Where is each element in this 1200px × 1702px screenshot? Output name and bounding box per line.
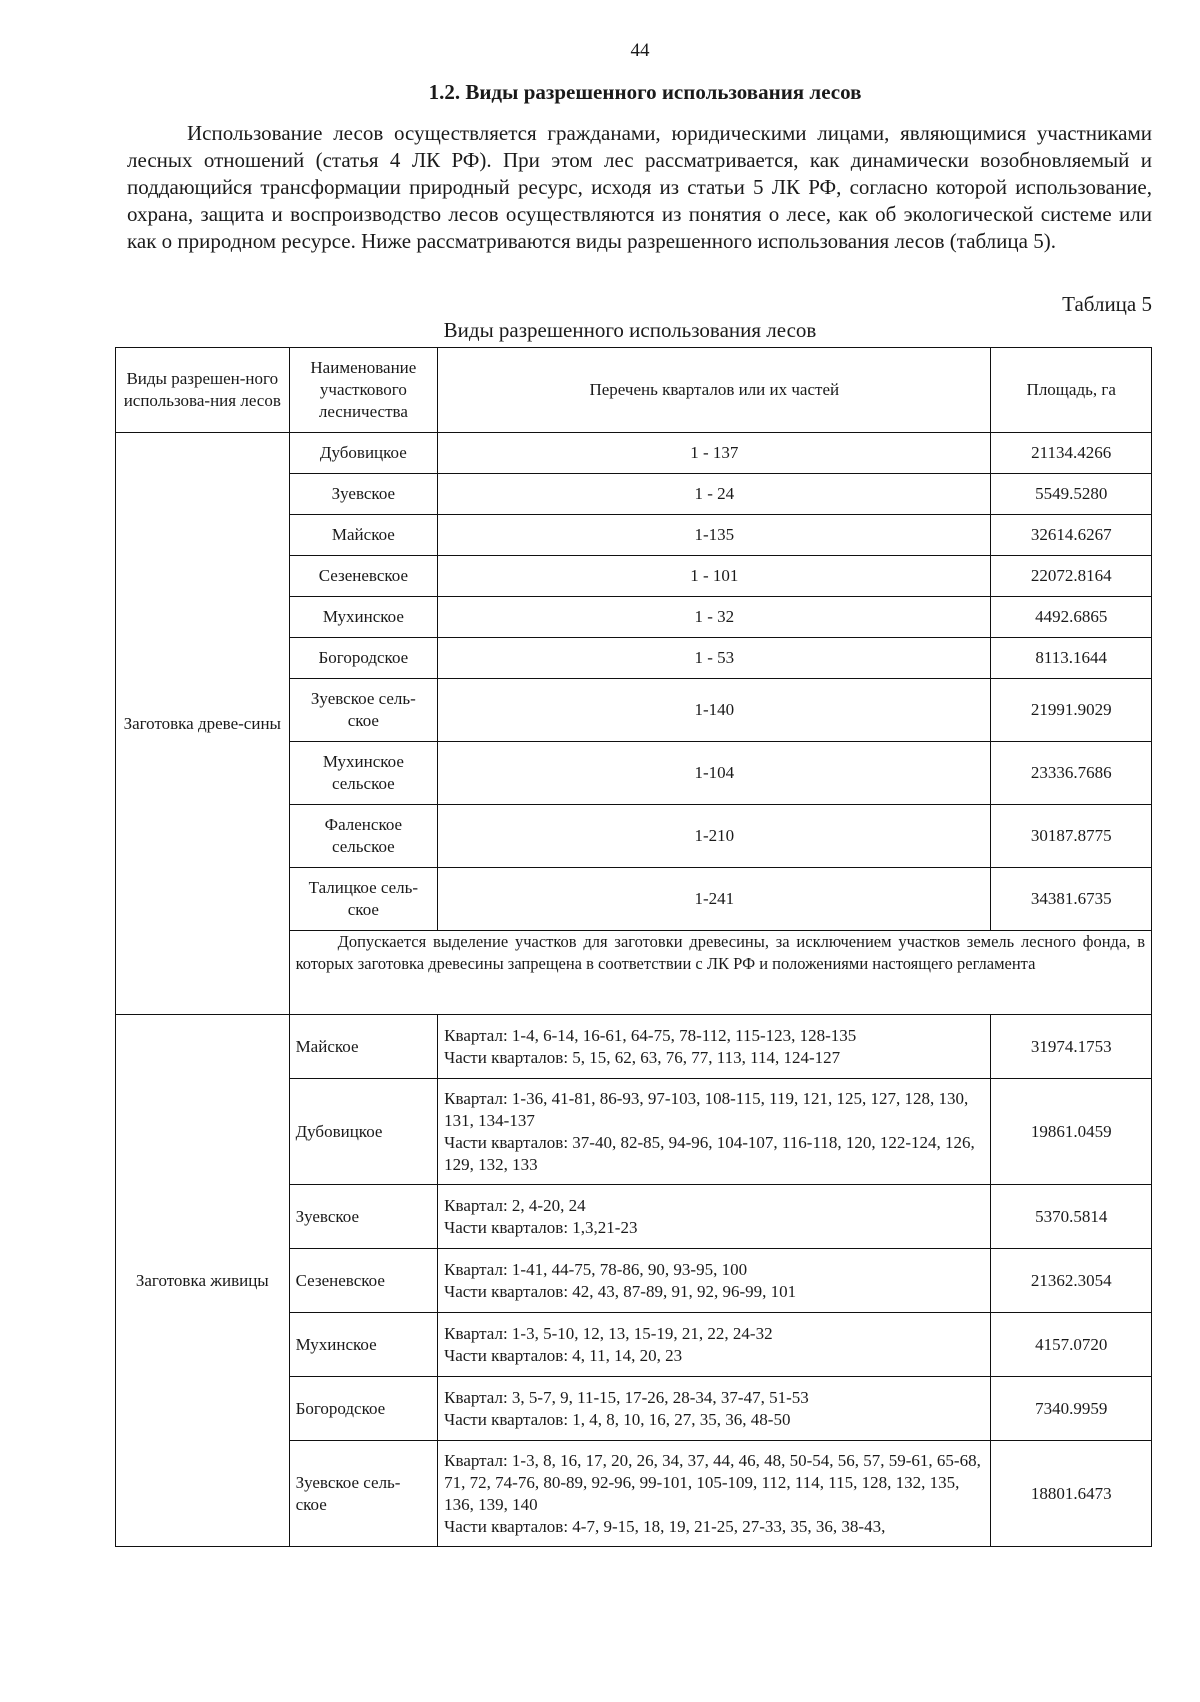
forestry-cell: Богородское bbox=[289, 638, 438, 679]
area-cell: 30187.8775 bbox=[991, 805, 1152, 868]
forestry-cell: Талицкое сель-ское bbox=[289, 868, 438, 931]
quarters-cell: 1-140 bbox=[438, 679, 991, 742]
page-number: 44 bbox=[630, 40, 650, 61]
quarters-cell bbox=[438, 1249, 991, 1313]
quarters-cell: 1-135 bbox=[438, 515, 991, 556]
forestry-cell: Майское bbox=[289, 515, 438, 556]
intro-paragraph: Использование лесов осуществляется гражданами, юридическими лицами, являющимися участниками лесных отношений (статья 4 ЛК РФ). При этом лес рассматривается, как динамически возобновляемый и поддающийся трансформации природный ресурс, исходя из статьи 5 ЛК РФ, согласно которой использование, охрана, защита и воспроизводство лесов осуществляются из понятия о лесе, как об экологической системе или как о природном ресурсе. Ниже рассматриваются виды разрешенного использования лесов (таблица 5). bbox=[127, 121, 1152, 253]
quarters-cell bbox=[438, 1313, 991, 1377]
area-cell: 5549.5280 bbox=[991, 474, 1152, 515]
forestry-cell: Зуевское bbox=[289, 474, 438, 515]
quarters-part: Части кварталов: 4, 11, 14, 20, 23 bbox=[444, 1345, 683, 1365]
area-cell: 4492.6865 bbox=[991, 597, 1152, 638]
header-area: Площадь, га bbox=[991, 348, 1152, 433]
forestry-cell: Фаленское сельское bbox=[289, 805, 438, 868]
forestry-cell: Мухинское bbox=[289, 597, 438, 638]
area-cell: 19861.0459 bbox=[991, 1079, 1152, 1185]
area-cell: 21134.4266 bbox=[991, 433, 1152, 474]
forestry-cell: Сезеневское bbox=[289, 556, 438, 597]
table-note: Допускается выделение участков для заготовки древесины, за исключением участков земель лесного фонда, в которых заготовка древесины запрещена в соответствии с ЛК РФ и положениями настоящего регламента bbox=[289, 931, 1151, 1015]
quarters-full: Квартал: 1-3, 8, 16, 17, 20, 26, 34, 37, 44, 46, 48, 50-54, 56, 57, 59-61, 65-68, 71, 72, 74-76, 80-89, 92-96, 99-101, 105-109, 112, 114, 115, 128, 132, 135, 136, 139, 140 bbox=[444, 1450, 981, 1514]
section-title: 1.2. Виды разрешенного использования лесов bbox=[428, 80, 862, 104]
quarters-part: Части кварталов: 42, 43, 87-89, 91, 92, 96-99, 101 bbox=[444, 1281, 797, 1301]
quarters-part: Части кварталов: 1,3,21-23 bbox=[444, 1217, 638, 1237]
table-header-row bbox=[116, 348, 1152, 433]
forestry-cell: Богородское bbox=[289, 1377, 438, 1441]
quarters-cell bbox=[438, 1441, 991, 1547]
header-quarters: Перечень кварталов или их частей bbox=[438, 348, 991, 433]
use-type-cell: Заготовка древе-сины bbox=[116, 433, 290, 1015]
quarters-part: Части кварталов: 37-40, 82-85, 94-96, 104-107, 116-118, 120, 122-124, 126, 129, 132, 133 bbox=[444, 1132, 975, 1174]
forestry-cell: Сезеневское bbox=[289, 1249, 438, 1313]
area-cell: 5370.5814 bbox=[991, 1185, 1152, 1249]
table-caption: Виды разрешенного использования лесов bbox=[443, 318, 817, 342]
header-use-type: Виды разрешен-ного использова-ния лесов bbox=[116, 348, 290, 433]
forestry-cell: Дубовицкое bbox=[289, 433, 438, 474]
quarters-cell: 1 - 32 bbox=[438, 597, 991, 638]
quarters-part: Части кварталов: 4-7, 9-15, 18, 19, 21-25, 27-33, 35, 36, 38-43, bbox=[444, 1516, 886, 1536]
forestry-cell: Дубовицкое bbox=[289, 1079, 438, 1185]
quarters-full: Квартал: 3, 5-7, 9, 11-15, 17-26, 28-34, 37-47, 51-53 bbox=[444, 1387, 809, 1407]
quarters-full: Квартал: 1-36, 41-81, 86-93, 97-103, 108-115, 119, 121, 125, 127, 128, 130, 131, 134-137 bbox=[444, 1088, 969, 1130]
quarters-cell bbox=[438, 1079, 991, 1185]
area-cell: 31974.1753 bbox=[991, 1015, 1152, 1079]
area-cell: 8113.1644 bbox=[991, 638, 1152, 679]
forestry-cell: Зуевское сель-ское bbox=[289, 679, 438, 742]
header-forestry: Наименование участкового лесничества bbox=[289, 348, 438, 433]
table-label: Таблица 5 bbox=[1062, 292, 1152, 316]
area-cell: 22072.8164 bbox=[991, 556, 1152, 597]
forestry-cell: Мухинское bbox=[289, 1313, 438, 1377]
quarters-cell: 1-241 bbox=[438, 868, 991, 931]
quarters-cell: 1 - 101 bbox=[438, 556, 991, 597]
forestry-cell: Майское bbox=[289, 1015, 438, 1079]
quarters-cell: 1-210 bbox=[438, 805, 991, 868]
quarters-full: Квартал: 2, 4-20, 24 bbox=[444, 1195, 586, 1215]
quarters-cell: 1 - 24 bbox=[438, 474, 991, 515]
forestry-cell: Зуевское сель-ское bbox=[289, 1441, 438, 1547]
area-cell: 23336.7686 bbox=[991, 742, 1152, 805]
quarters-cell bbox=[438, 1015, 991, 1079]
forestry-cell: Зуевское bbox=[289, 1185, 438, 1249]
quarters-part: Части кварталов: 1, 4, 8, 10, 16, 27, 35, 36, 48-50 bbox=[444, 1409, 791, 1429]
area-cell: 7340.9959 bbox=[991, 1377, 1152, 1441]
quarters-cell: 1 - 137 bbox=[438, 433, 991, 474]
quarters-cell bbox=[438, 1185, 991, 1249]
forest-use-table bbox=[115, 347, 1152, 1547]
quarters-cell: 1 - 53 bbox=[438, 638, 991, 679]
area-cell: 32614.6267 bbox=[991, 515, 1152, 556]
table-row bbox=[116, 433, 1152, 474]
area-cell: 18801.6473 bbox=[991, 1441, 1152, 1547]
quarters-cell: 1-104 bbox=[438, 742, 991, 805]
quarters-full: Квартал: 1-41, 44-75, 78-86, 90, 93-95, 100 bbox=[444, 1259, 748, 1279]
quarters-cell bbox=[438, 1377, 991, 1441]
use-type-cell: Заготовка живицы bbox=[116, 1015, 290, 1547]
forestry-cell: Мухинское сельское bbox=[289, 742, 438, 805]
quarters-part: Части кварталов: 5, 15, 62, 63, 76, 77, 113, 114, 124-127 bbox=[444, 1047, 841, 1067]
area-cell: 34381.6735 bbox=[991, 868, 1152, 931]
quarters-full: Квартал: 1-4, 6-14, 16-61, 64-75, 78-112, 115-123, 128-135 bbox=[444, 1025, 857, 1045]
area-cell: 21991.9029 bbox=[991, 679, 1152, 742]
area-cell: 21362.3054 bbox=[991, 1249, 1152, 1313]
quarters-full: Квартал: 1-3, 5-10, 12, 13, 15-19, 21, 22, 24-32 bbox=[444, 1323, 773, 1343]
table-row bbox=[116, 1015, 1152, 1079]
area-cell: 4157.0720 bbox=[991, 1313, 1152, 1377]
